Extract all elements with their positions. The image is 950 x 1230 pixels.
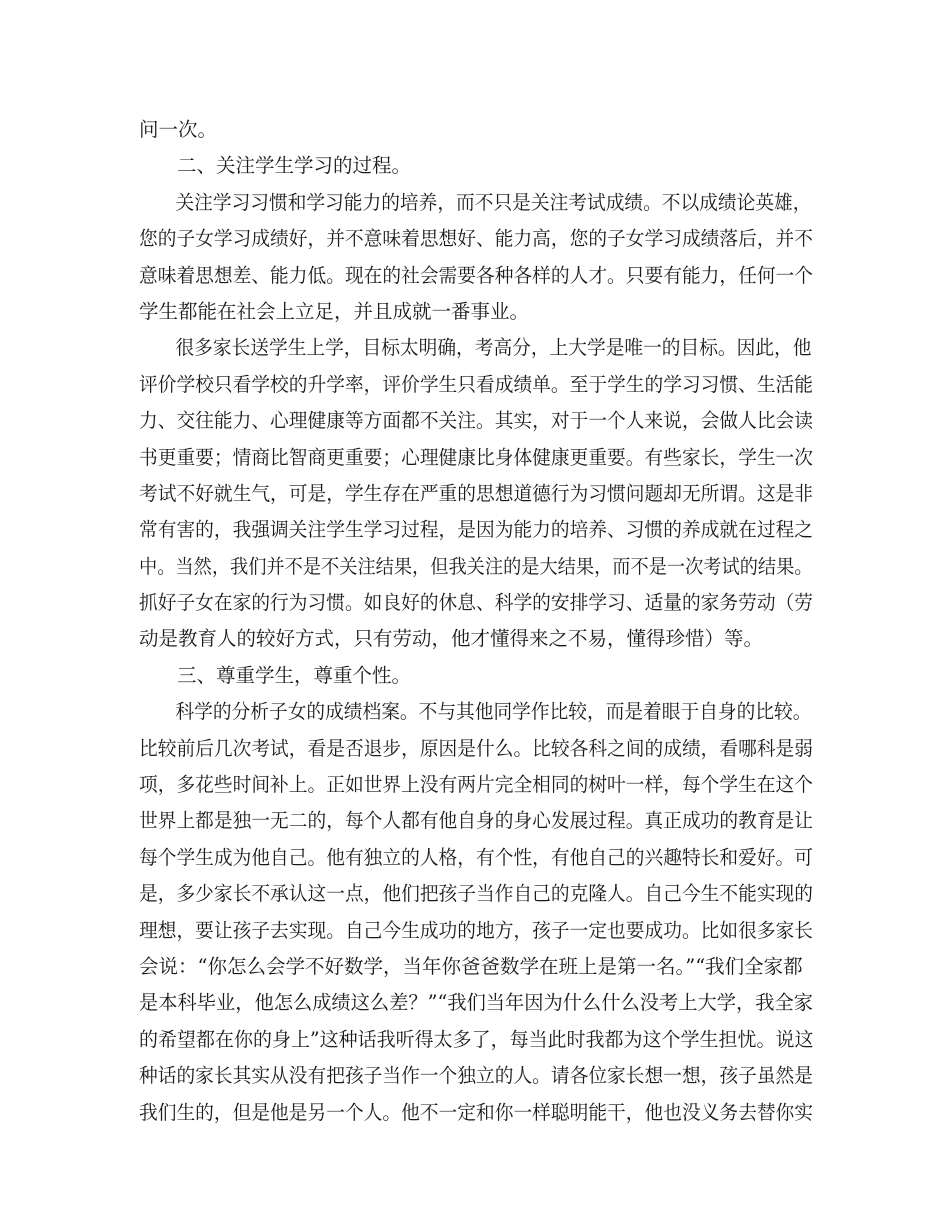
text-line: 抓好子女在家的行为习惯。如良好的休息、科学的安排学习、适量的家务劳动（劳 [139, 591, 814, 615]
text-line: 问一次。 [139, 118, 218, 141]
text-line: 评价学校只看学校的升学率，评价学生只看成绩单。至于学生的学习习惯、生活能 [139, 372, 814, 396]
text-line: 考试不好就生气，可是，学生存在严重的思想道德行为习惯问题却无所谓。这是非 [139, 481, 814, 505]
text-line: 种话的家长其实从没有把孩子当作一个独立的人。请各位家长想一想，孩子虽然是 [139, 1064, 814, 1088]
text-line: 理想，要让孩子去实现。自己今生成功的地方，孩子一定也要成功。比如很多家长 [139, 918, 814, 942]
text-line: 我们生的，但是他是另一个人。他不一定和你一样聪明能干，他也没义务去替你实 [139, 1100, 814, 1124]
text-line: 很多家长送学生上学，目标太明确，考高分，上大学是唯一的目标。因此，他 [175, 336, 812, 360]
text-line: 意味着思想差、能力低。现在的社会需要各种各样的人才。只要有能力，任何一个 [139, 263, 814, 287]
text-line: 每个学生成为他自己。他有独立的人格，有个性，有他自己的兴趣特长和爱好。可 [139, 845, 814, 869]
text-line: 二、关注学生学习的过程。 [177, 154, 412, 178]
text-line: 比较前后几次考试，看是否退步，原因是什么。比较各科之间的成绩，看哪科是弱 [139, 736, 814, 760]
text-line: 项，多花些时间补上。正如世界上没有两片完全相同的树叶一样，每个学生在这个 [139, 773, 814, 797]
text-line: 常有害的，我强调关注学生学习过程，是因为能力的培养、习惯的养成就在过程之 [139, 518, 814, 542]
text-line: 会说：“你怎么会学不好数学，当年你爸爸数学在班上是第一名。”“我们全家都 [139, 954, 803, 978]
text-line: 科学的分析子女的成绩档案。不与其他同学作比较，而是着眼于自身的比较。 [175, 700, 812, 724]
text-line: 的希望都在你的身上”这种话我听得太多了，每当此时我都为这个学生担忧。说这 [139, 1027, 814, 1051]
text-line: 书更重要；情商比智商更重要；心理健康比身体健康更重要。有些家长，学生一次 [139, 445, 814, 469]
text-line: 动是教育人的较好方式，只有劳动，他才懂得来之不易，懂得珍惜）等。 [139, 627, 764, 651]
text-line: 您的子女学习成绩好，并不意味着思想好、能力高，您的子女学习成绩落后，并不 [139, 227, 814, 251]
text-line: 三、尊重学生，尊重个性。 [177, 663, 412, 687]
document-body [139, 112, 813, 1131]
text-line: 力、交往能力、心理健康等方面都不关注。其实，对于一个人来说，会做人比会读 [139, 409, 814, 433]
text-line: 关注学习习惯和学习能力的培养，而不只是关注考试成绩。不以成绩论英雄， [175, 190, 812, 214]
text-line: 是，多少家长不承认这一点，他们把孩子当作自己的克隆人。自己今生不能实现的 [139, 882, 814, 906]
text-line: 学生都能在社会上立足，并且成就一番事业。 [139, 299, 530, 323]
text-line: 世界上都是独一无二的，每个人都有他自身的身心发展过程。真正成功的教育是让 [139, 809, 814, 833]
text-line: 中。当然，我们并不是不关注结果，但我关注的是大结果，而不是一次考试的结果。 [139, 554, 813, 578]
text-line: 是本科毕业，他怎么成绩这么差？”“我们当年因为什么什么没考上大学，我全家 [139, 991, 813, 1015]
